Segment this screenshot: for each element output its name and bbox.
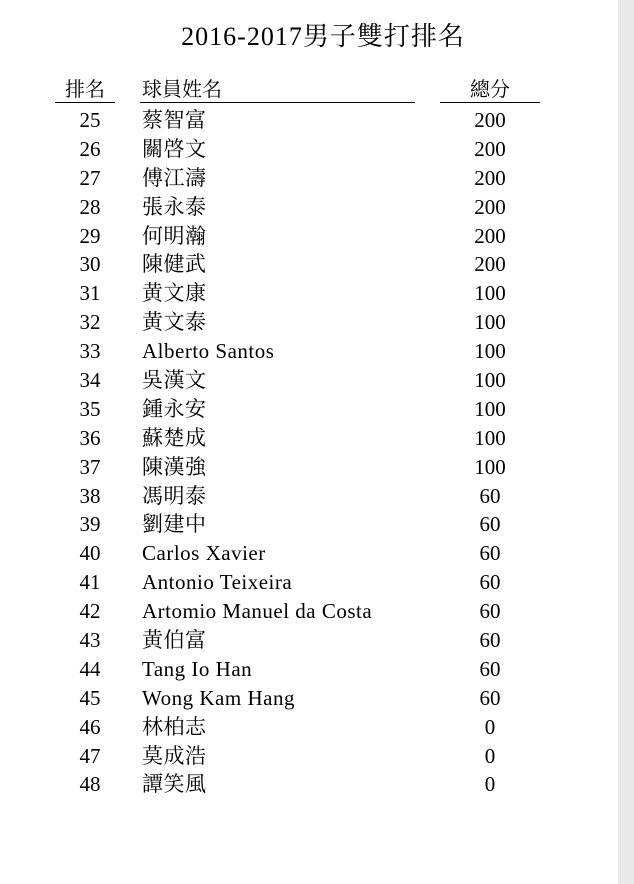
- table-row: [0, 366, 618, 395]
- table-row: [0, 510, 618, 539]
- name-cell: 鍾永安: [142, 396, 207, 421]
- score-cell: 100: [474, 339, 506, 364]
- rank-cell: 41: [79, 570, 101, 595]
- score-cell: 0: [484, 714, 496, 739]
- rank-cell: 39: [79, 512, 101, 537]
- name-cell: 吳漢文: [142, 368, 207, 393]
- score-cell: 60: [479, 628, 501, 653]
- rank-cell: 36: [79, 425, 101, 450]
- table-row: [0, 597, 618, 626]
- score-cell: 200: [474, 194, 506, 219]
- header-underline-rank: [55, 102, 115, 103]
- score-cell: 200: [474, 223, 506, 248]
- name-cell: 蔡智富: [142, 108, 207, 132]
- rank-cell: 47: [79, 743, 101, 768]
- rank-cell: 43: [79, 628, 101, 653]
- rank-cell: 27: [79, 165, 101, 190]
- name-cell: 馮明泰: [142, 483, 207, 508]
- score-cell: 60: [479, 483, 501, 508]
- rank-cell: 37: [79, 454, 101, 479]
- name-cell: 蘇楚成: [142, 425, 207, 450]
- header-score: 總分: [470, 79, 510, 101]
- score-cell: 200: [474, 136, 506, 161]
- score-cell: 60: [479, 512, 501, 537]
- rank-cell: 26: [79, 136, 101, 161]
- table-row: [0, 742, 618, 771]
- table-row: [0, 135, 618, 164]
- table-row: [0, 713, 618, 742]
- table-row: [0, 568, 618, 597]
- name-cell: 莫成浩: [142, 743, 207, 768]
- table-row: [0, 222, 618, 251]
- table-row: [0, 250, 618, 279]
- table-row: [0, 106, 618, 135]
- rank-cell: 35: [79, 396, 101, 421]
- table-row: [0, 482, 618, 511]
- table-row: [0, 193, 618, 222]
- table-row: [0, 308, 618, 337]
- score-cell: 100: [474, 454, 506, 479]
- rank-cell: 38: [79, 483, 101, 508]
- score-cell: 100: [474, 310, 506, 335]
- score-cell: 200: [474, 252, 506, 277]
- header-underline-name: [140, 102, 415, 103]
- rank-cell: 45: [79, 685, 101, 710]
- rank-cell: 33: [79, 339, 101, 364]
- ranking-table-body: [0, 106, 618, 799]
- name-cell: 劉建中: [142, 512, 207, 537]
- scrollbar[interactable]: [618, 0, 634, 884]
- rank-cell: 32: [79, 310, 101, 335]
- table-row: [0, 337, 618, 366]
- rank-cell: 29: [79, 223, 101, 248]
- rank-cell: 31: [79, 281, 101, 306]
- name-cell: 陳漢強: [142, 454, 207, 479]
- table-row: [0, 164, 618, 193]
- name-cell: 傅江濤: [142, 165, 207, 190]
- rank-cell: 30: [79, 252, 101, 277]
- score-cell: 200: [474, 165, 506, 190]
- name-cell: Alberto Santos: [142, 339, 275, 364]
- table-row: [0, 684, 618, 713]
- name-cell: Antonio Teixeira: [142, 570, 293, 595]
- score-cell: 200: [474, 108, 506, 132]
- rank-cell: 34: [79, 368, 101, 393]
- score-cell: 60: [479, 541, 501, 566]
- name-cell: 關啓文: [142, 136, 207, 161]
- table-row: [0, 626, 618, 655]
- rank-cell: 28: [79, 194, 101, 219]
- score-cell: 60: [479, 656, 501, 681]
- name-cell: 陳健武: [142, 252, 207, 277]
- table-row: [0, 279, 618, 308]
- rank-cell: 48: [79, 772, 101, 797]
- table-row: [0, 395, 618, 424]
- score-cell: 100: [474, 281, 506, 306]
- rank-cell: 46: [79, 714, 101, 739]
- header-underline-score: [440, 102, 540, 103]
- name-cell: 張永泰: [142, 194, 207, 219]
- page-title: 2016-2017男子雙打排名: [181, 22, 465, 51]
- name-cell: 何明瀚: [142, 223, 207, 248]
- name-cell: 黄伯富: [142, 628, 207, 653]
- name-cell: Wong Kam Hang: [142, 685, 295, 710]
- table-row: [0, 424, 618, 453]
- rank-cell: 44: [79, 656, 101, 681]
- rank-cell: 40: [79, 541, 101, 566]
- name-cell: Artomio Manuel da Costa: [142, 599, 373, 624]
- rank-cell: 42: [79, 599, 101, 624]
- score-cell: 60: [479, 685, 501, 710]
- name-cell: Tang Io Han: [142, 656, 253, 681]
- header-name: 球員姓名: [142, 79, 222, 101]
- table-row: [0, 539, 618, 568]
- name-cell: Carlos Xavier: [142, 541, 266, 566]
- table-row: [0, 453, 618, 482]
- score-cell: 100: [474, 425, 506, 450]
- score-cell: 100: [474, 368, 506, 393]
- table-row: [0, 770, 618, 799]
- score-cell: 60: [479, 570, 501, 595]
- score-cell: 100: [474, 396, 506, 421]
- header-rank: 排名: [65, 79, 105, 101]
- table-row: [0, 655, 618, 684]
- name-cell: 林柏志: [142, 714, 207, 739]
- rank-cell: 25: [79, 108, 101, 132]
- name-cell: 譚笑風: [142, 772, 207, 797]
- name-cell: 黄文康: [142, 281, 207, 306]
- score-cell: 0: [484, 772, 496, 797]
- score-cell: 60: [479, 599, 501, 624]
- score-cell: 0: [484, 743, 496, 768]
- name-cell: 黄文泰: [142, 310, 207, 335]
